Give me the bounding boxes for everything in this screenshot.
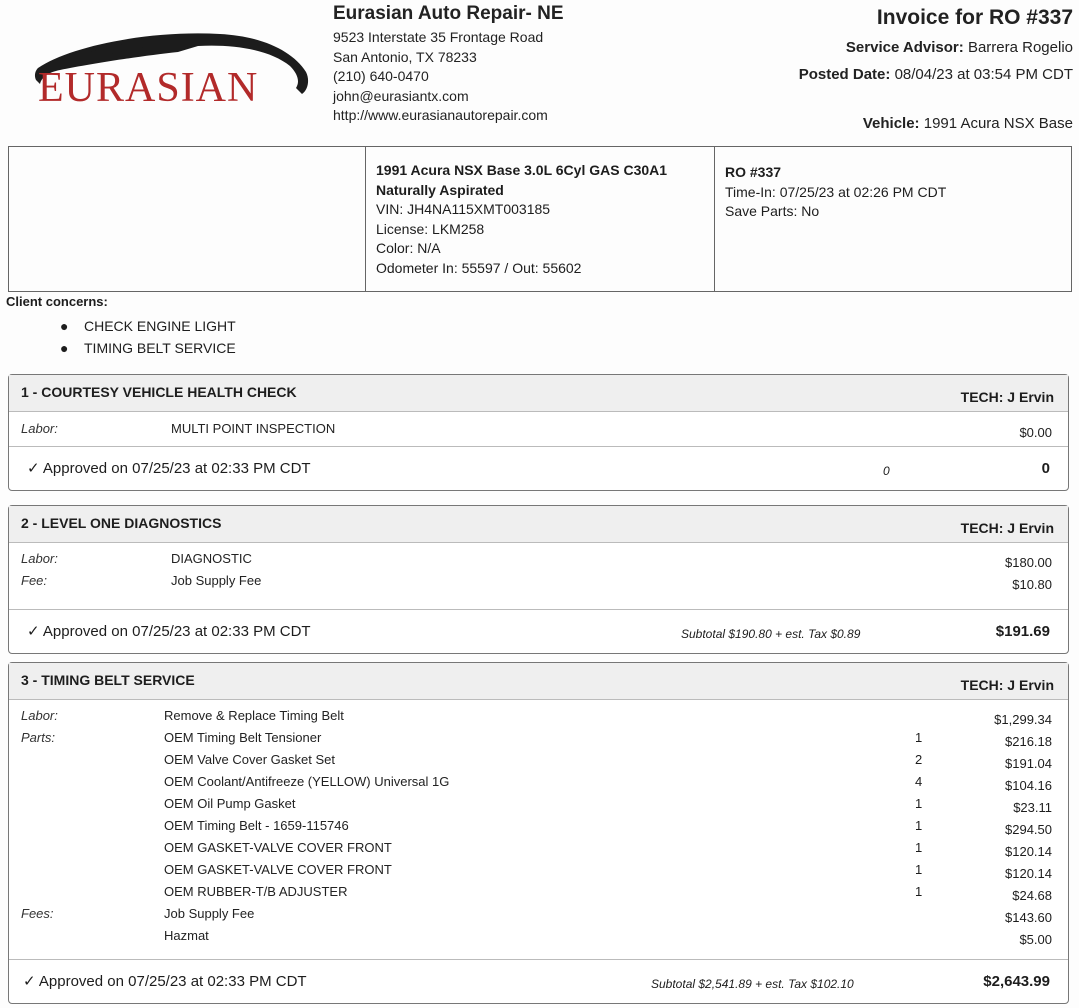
list-item [58, 337, 236, 359]
row-category: Fee: [21, 573, 48, 588]
row-quantity: 1 [915, 818, 923, 833]
row-description: Remove & Replace Timing Belt [164, 708, 344, 723]
shop-info [333, 2, 564, 126]
table-row [9, 814, 1068, 836]
table-row [9, 569, 1068, 591]
table-row [9, 902, 1068, 924]
vehicle-license: License: LKM258 [376, 220, 485, 237]
row-price: $216.18 [1005, 734, 1052, 749]
row-quantity: 4 [915, 774, 923, 789]
job-subtotal: 0 [883, 464, 890, 478]
table-row [9, 547, 1068, 569]
row-price: $1,299.34 [994, 712, 1052, 727]
row-category: Fees: [21, 906, 54, 921]
job-section-1 [8, 374, 1069, 491]
invoice-header [799, 4, 1073, 137]
job-total: $2,643.99 [983, 973, 1050, 990]
ro-time-in: Time-In: 07/25/23 at 02:26 PM CDT [725, 183, 947, 200]
row-description: OEM GASKET-VALVE COVER FRONT [164, 840, 392, 855]
table-row [9, 748, 1068, 770]
row-price: $24.68 [1012, 888, 1052, 903]
approval-status: ✓ Approved on 07/25/23 at 02:33 PM CDT [23, 973, 307, 990]
ro-save-parts: Save Parts: No [725, 203, 820, 219]
service-advisor-label: Service Advisor: [845, 39, 964, 56]
row-price: $294.50 [1005, 822, 1052, 837]
row-quantity: 1 [915, 730, 923, 745]
invoice-title: Invoice for RO #337 [876, 6, 1073, 29]
job-footer [9, 609, 1068, 653]
bullet-icon: ● [60, 318, 69, 334]
shop-name: Eurasian Auto Repair- NE [333, 3, 564, 24]
job-tech: TECH: J Ervin [960, 677, 1054, 693]
job-subtotal: Subtotal $2,541.89 + est. Tax $102.10 [651, 977, 854, 991]
table-row [9, 770, 1068, 792]
row-price: $23.11 [1013, 800, 1052, 815]
row-category: Labor: [21, 551, 58, 566]
job-title: 2 - LEVEL ONE DIAGNOSTICS [21, 515, 222, 531]
job-footer [9, 959, 1068, 1003]
logo-text: EURASIAN [38, 65, 259, 111]
shop-phone: (210) 640-0470 [333, 68, 429, 84]
row-description: Hazmat [164, 928, 209, 943]
concern-text: TIMING BELT SERVICE [84, 340, 236, 356]
row-description: MULTI POINT INSPECTION [171, 421, 336, 436]
job-footer [9, 446, 1068, 490]
job-header [9, 506, 1068, 543]
shop-website: http://www.eurasianautorepair.com [333, 107, 548, 123]
row-quantity: 2 [915, 752, 923, 767]
list-item [58, 315, 236, 337]
vehicle-vin: VIN: JH4NA115XMT003185 [376, 201, 551, 217]
row-price: $191.04 [1005, 756, 1052, 771]
row-description: DIAGNOSTIC [171, 551, 252, 566]
bullet-icon: ● [60, 340, 69, 356]
row-description: OEM Valve Cover Gasket Set [164, 752, 335, 767]
row-quantity: 1 [915, 884, 923, 899]
client-concerns-list [58, 315, 236, 359]
approval-status: ✓ Approved on 07/25/23 at 02:33 PM CDT [27, 623, 311, 640]
eurasian-logo [30, 28, 320, 118]
row-quantity: 1 [915, 796, 923, 811]
service-advisor-value: Barrera Rogelio [967, 39, 1073, 56]
customer-cell [9, 147, 366, 291]
job-total: $191.69 [995, 623, 1050, 640]
vehicle-summary [799, 110, 1073, 137]
row-description: OEM Oil Pump Gasket [164, 796, 296, 811]
row-description: OEM Timing Belt Tensioner [164, 730, 322, 745]
row-quantity: 1 [915, 840, 923, 855]
row-price: $180.00 [1005, 555, 1052, 570]
vehicle-value: 1991 Acura NSX Base [923, 115, 1073, 132]
table-row [9, 880, 1068, 902]
job-tech: TECH: J Ervin [960, 389, 1054, 405]
vehicle-details-cell [366, 147, 715, 291]
row-description: Job Supply Fee [171, 573, 262, 588]
ro-number: RO #337 [725, 164, 782, 180]
table-row [9, 836, 1068, 858]
row-description: Job Supply Fee [164, 906, 255, 921]
row-price: $143.60 [1005, 910, 1052, 925]
job-line-items [9, 704, 1068, 946]
job-tech: TECH: J Ervin [960, 520, 1054, 536]
table-row [9, 924, 1068, 946]
vehicle-odometer: Odometer In: 55597 / Out: 55602 [376, 259, 582, 276]
vehicle-label: Vehicle: [862, 115, 920, 132]
client-concerns-heading: Client concerns: [6, 294, 108, 309]
table-row [9, 726, 1068, 748]
posted-date [799, 61, 1073, 88]
job-header [9, 663, 1068, 700]
table-row [9, 792, 1068, 814]
client-concerns [6, 294, 236, 359]
table-row [9, 858, 1068, 880]
job-title: 3 - TIMING BELT SERVICE [21, 672, 195, 688]
concern-text: CHECK ENGINE LIGHT [84, 318, 236, 334]
job-subtotal: Subtotal $190.80 + est. Tax $0.89 [681, 627, 861, 641]
posted-date-label: Posted Date: [798, 66, 891, 83]
row-price: $10.80 [1012, 577, 1052, 592]
row-quantity: 1 [915, 862, 923, 877]
table-row [9, 704, 1068, 726]
vehicle-color: Color: N/A [376, 240, 441, 256]
approval-status: ✓ Approved on 07/25/23 at 02:33 PM CDT [27, 460, 311, 477]
shop-address-line2: San Antonio, TX 78233 [333, 48, 477, 65]
row-description: OEM GASKET-VALVE COVER FRONT [164, 862, 392, 877]
row-category: Labor: [21, 421, 58, 436]
vehicle-aspiration: Naturally Aspirated [376, 181, 504, 198]
job-section-2 [8, 505, 1069, 654]
row-category: Parts: [21, 730, 55, 745]
row-description: OEM Coolant/Antifreeze (YELLOW) Universal 1G [164, 774, 450, 789]
ro-details-cell [715, 147, 1071, 291]
row-price: $120.14 [1005, 844, 1052, 859]
shop-email: john@eurasiantx.com [333, 87, 469, 104]
row-price: $104.16 [1005, 778, 1052, 793]
table-row [9, 417, 1068, 439]
shop-address-line1: 9523 Interstate 35 Frontage Road [333, 29, 544, 45]
job-section-3 [8, 662, 1069, 1004]
job-header [9, 375, 1068, 412]
vehicle-model: 1991 Acura NSX Base 3.0L 6Cyl GAS C30A1 [376, 162, 668, 178]
job-title: 1 - COURTESY VEHICLE HEALTH CHECK [21, 384, 297, 400]
job-total: 0 [1041, 460, 1050, 477]
posted-date-value: 08/04/23 at 03:54 PM CDT [894, 66, 1073, 83]
service-advisor [799, 34, 1073, 61]
row-category: Labor: [21, 708, 58, 723]
row-price: $0.00 [1019, 425, 1052, 440]
row-price: $120.14 [1005, 866, 1052, 881]
vehicle-info-box [8, 146, 1072, 292]
row-description: OEM Timing Belt - 1659-115746 [164, 818, 349, 833]
row-description: OEM RUBBER-T/B ADJUSTER [164, 884, 348, 899]
row-price: $5.00 [1019, 932, 1052, 947]
